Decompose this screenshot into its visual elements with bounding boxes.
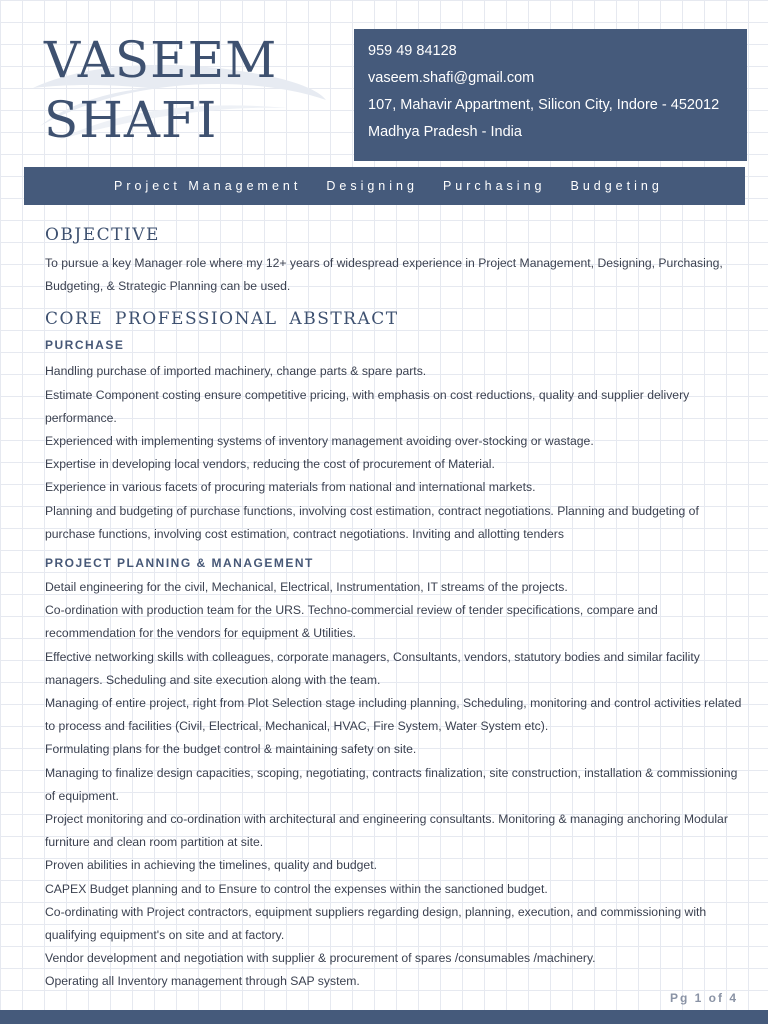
objective-text: To pursue a key Manager role where my 12+ years of widespread experience in Project Management, Designing, Purchasing, Budgeting, & Strategic Planning can be used. [45,256,723,294]
list-item: Experienced with implementing systems of inventory management avoiding over-stocking or wastage. [45,434,594,449]
name-line-first: VASEEM [44,31,278,89]
list-item: Operating all Inventory management through SAP system. [45,974,360,989]
contact-box [354,29,747,161]
list-item: Managing of entire project, right from Plot Selection stage including planning, Scheduling, monitoring and control activities related to process and facilities (Civil, Electrical, Mechanical, HVAC, Fire System, Water System etc). [45,696,742,734]
skill-item: Project Management [114,179,302,193]
purchase-list [45,360,745,546]
list-item: Effective networking skills with colleagues, corporate managers, Consultants, vendors, statutory bodies and similar facility managers. Scheduling and site execution along with the team. [45,649,700,687]
footer-bar [0,1010,768,1024]
skill-item: Designing [326,179,418,193]
list-item: Handling purchase of imported machinery, change parts & spare parts. [45,364,427,379]
list-item: Formulating plans for the budget control & maintaining safety on site. [45,742,417,757]
list-item: Estimate Component costing ensure competitive pricing, with emphasis on cost reductions, quality and supplier delivery performance. [45,387,690,425]
purchase-heading: PURCHASE [45,338,125,353]
list-item: Proven abilities in achieving the timelines, quality and budget. [45,858,377,873]
contact-region: Madhya Pradesh - India [368,124,522,140]
skill-item: Purchasing [442,179,546,193]
skills-bar [24,167,745,205]
core-abstract-heading: CORE PROFESSIONAL ABSTRACT [45,309,399,330]
page-number: Pg 1 of 4 [669,991,738,1005]
list-item: CAPEX Budget planning and to Ensure to control the expenses within the sanctioned budget. [45,881,548,896]
objective-heading: OBJECTIVE [45,225,160,245]
project-planning-heading: PROJECT PLANNING & MANAGEMENT [45,556,314,571]
resume-body [45,222,745,994]
list-item: Vendor development and negotiation with supplier & procurement of spares /consumables /machinery. [45,951,596,966]
list-item: Co-ordinating with Project contractors, equipment suppliers regarding design, planning, execution, and commissioning with qualifying equipment's on site and at factory. [45,904,707,943]
list-item: Planning and budgeting of purchase functions, involving cost estimation, contract negotiations. Planning and budgeting of purchase functions, involving cost estimation, contract negotiations. Inviting and allotting tenders [45,503,699,541]
candidate-name [44,30,277,150]
contact-email: vaseem.shafi@gmail.com [368,70,535,86]
list-item: Managing to finalize design capacities, scoping, negotiating, contracts finalization, site construction, installation & commissioning of equipment. [45,765,738,803]
list-item: Expertise in developing local vendors, reducing the cost of procurement of Material. [45,457,495,472]
list-item: Co-ordination with production team for the URS. Techno-commercial review of tender specifications, compare and recommendation for the vendors for equipment & Utilities. [45,603,658,641]
contact-address: 107, Mahavir Appartment, Silicon City, Indore - 452012 [368,97,720,113]
list-item: Detail engineering for the civil, Mechanical, Electrical, Instrumentation, IT streams of the projects. [45,580,568,595]
project-planning-list [45,576,745,994]
list-item: Project monitoring and co-ordination with architectural and engineering consultants. Monitoring & managing anchoring Modular furniture and clean room partition at site. [45,812,728,850]
skill-item: Budgeting [570,179,663,193]
contact-phone: 959 49 84128 [368,43,457,59]
list-item: Experience in various facets of procuring materials from national and international markets. [45,480,536,495]
name-line-last: SHAFI [44,91,218,149]
